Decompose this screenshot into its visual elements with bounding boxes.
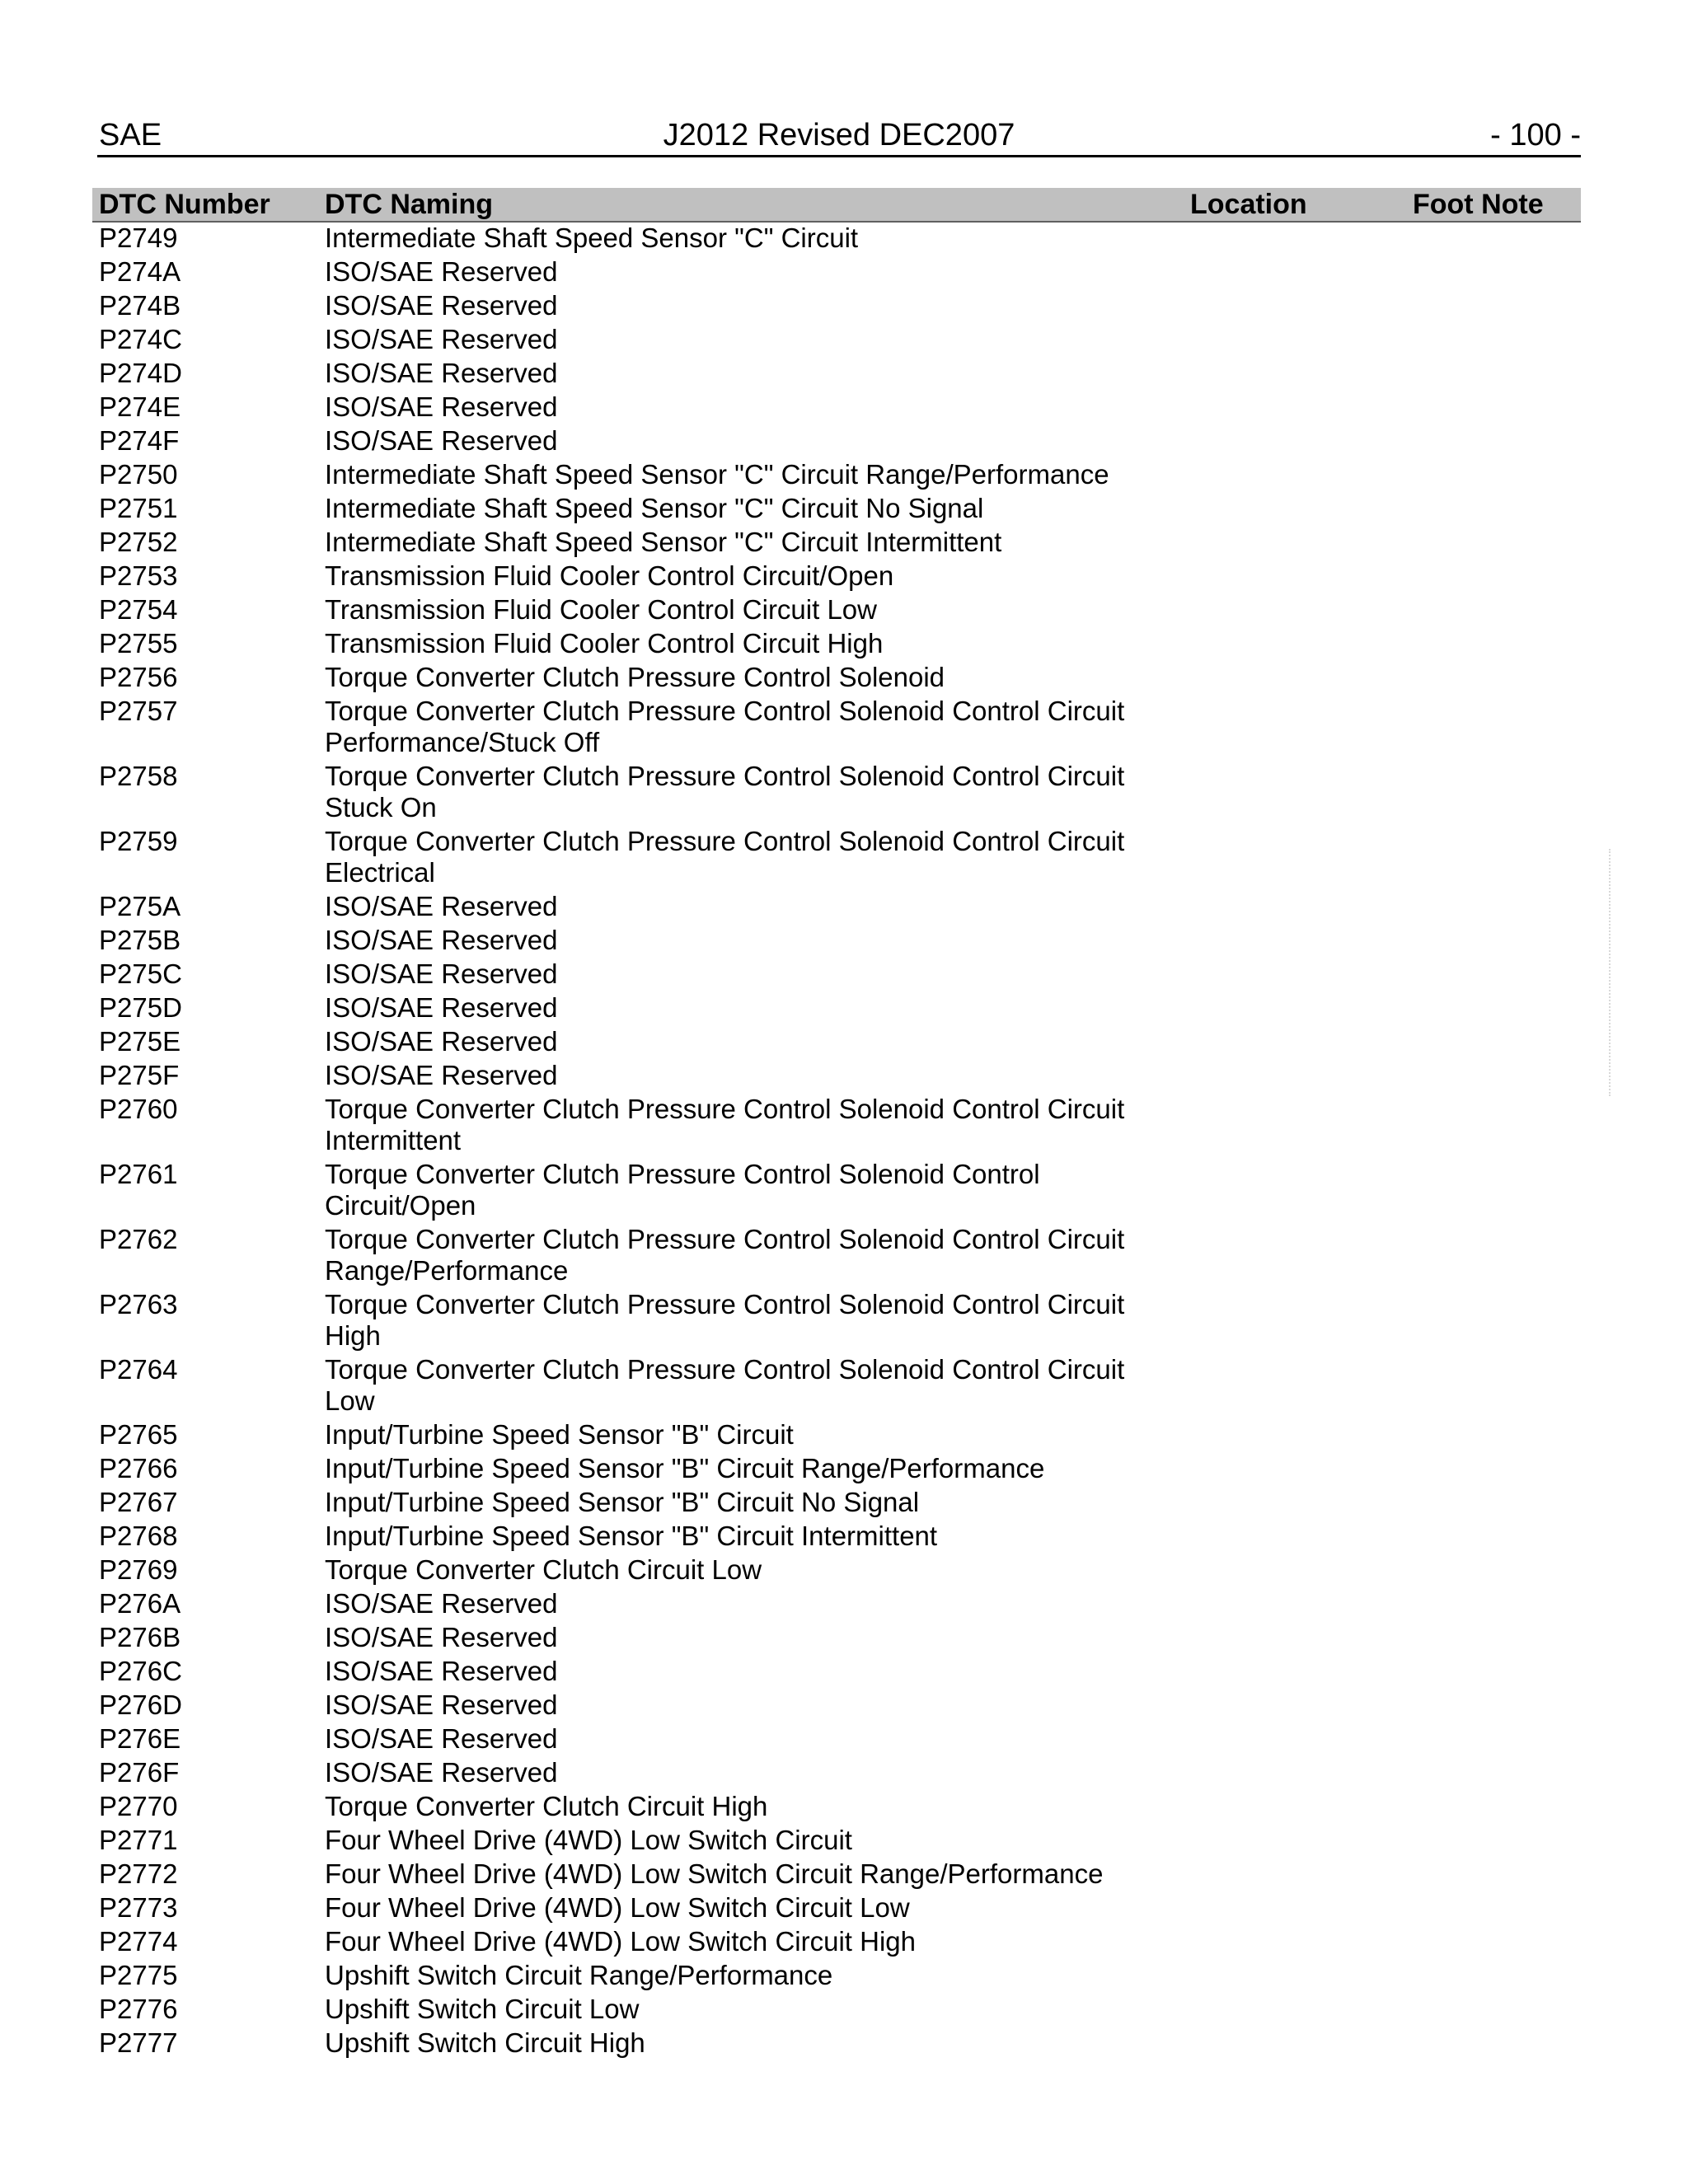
table-row bbox=[92, 1656, 1581, 1690]
table-row bbox=[92, 560, 1581, 594]
dtc-number-cell: P276B bbox=[99, 1622, 181, 1652]
foot-note-cell bbox=[1413, 1825, 1581, 1858]
dtc-number-cell: P275A bbox=[99, 891, 181, 921]
table-row bbox=[92, 290, 1581, 324]
dtc-number-cell: P2774 bbox=[99, 1926, 178, 1957]
dtc-naming-cell: ISO/SAE Reserved bbox=[325, 891, 558, 921]
dtc-number-cell: P2771 bbox=[99, 1825, 178, 1855]
dtc-number-cell: P276A bbox=[99, 1588, 181, 1619]
dtc-number-cell: P274C bbox=[99, 324, 182, 354]
dtc-number-cell: P2767 bbox=[99, 1487, 178, 1517]
dtc-table bbox=[92, 188, 1581, 2061]
table-row bbox=[92, 891, 1581, 925]
dtc-naming-cell: ISO/SAE Reserved bbox=[325, 256, 558, 287]
dtc-number-cell: P2768 bbox=[99, 1521, 178, 1551]
table-row bbox=[92, 527, 1581, 560]
foot-note-cell bbox=[1413, 1521, 1581, 1554]
foot-note-cell bbox=[1413, 1419, 1581, 1453]
foot-note-cell bbox=[1413, 826, 1581, 891]
dtc-number-cell: P2750 bbox=[99, 459, 178, 490]
dtc-number-cell: P275B bbox=[99, 925, 181, 955]
location-cell bbox=[1190, 1094, 1413, 1159]
location-cell bbox=[1190, 527, 1413, 560]
dtc-naming-cell: Intermediate Shaft Speed Sensor "C" Circuit Range/Performance bbox=[325, 459, 1109, 490]
header-document-id: J2012 Revised DEC2007 bbox=[663, 118, 1015, 152]
table-row bbox=[92, 1289, 1581, 1354]
dtc-number-cell: P274A bbox=[99, 256, 181, 287]
table-row bbox=[92, 493, 1581, 527]
location-cell bbox=[1190, 560, 1413, 594]
location-cell bbox=[1190, 256, 1413, 290]
dtc-number-cell: P276F bbox=[99, 1757, 180, 1788]
dtc-number-cell: P2758 bbox=[99, 761, 178, 791]
dtc-table-header bbox=[92, 188, 1581, 222]
dtc-number-cell: P2760 bbox=[99, 1094, 178, 1124]
location-cell bbox=[1190, 1690, 1413, 1723]
table-row bbox=[92, 628, 1581, 662]
dtc-naming-cell: ISO/SAE Reserved bbox=[325, 1690, 558, 1720]
foot-note-cell bbox=[1413, 1994, 1581, 2027]
location-cell bbox=[1190, 696, 1413, 761]
foot-note-cell bbox=[1413, 1723, 1581, 1757]
table-row bbox=[92, 662, 1581, 696]
dtc-naming-cell: ISO/SAE Reserved bbox=[325, 1723, 558, 1754]
foot-note-cell bbox=[1413, 425, 1581, 459]
dtc-number-cell: P2775 bbox=[99, 1960, 178, 1990]
location-cell bbox=[1190, 222, 1413, 256]
dtc-naming-cell: Upshift Switch Circuit Low bbox=[325, 1994, 640, 2024]
table-row bbox=[92, 1159, 1581, 1224]
foot-note-cell bbox=[1413, 1354, 1581, 1419]
table-row bbox=[92, 1690, 1581, 1723]
location-cell bbox=[1190, 761, 1413, 826]
table-row bbox=[92, 992, 1581, 1026]
location-cell bbox=[1190, 1926, 1413, 1960]
foot-note-cell bbox=[1413, 594, 1581, 628]
location-cell bbox=[1190, 594, 1413, 628]
location-cell bbox=[1190, 662, 1413, 696]
scan-edge-mark bbox=[1609, 849, 1612, 1096]
location-cell bbox=[1190, 1159, 1413, 1224]
table-row bbox=[92, 1892, 1581, 1926]
location-cell bbox=[1190, 1791, 1413, 1825]
foot-note-cell bbox=[1413, 1060, 1581, 1094]
dtc-naming-cell: ISO/SAE Reserved bbox=[325, 324, 558, 354]
dtc-number-cell: P2761 bbox=[99, 1159, 178, 1189]
dtc-number-cell: P274B bbox=[99, 290, 181, 321]
dtc-number-cell: P2753 bbox=[99, 560, 178, 591]
dtc-number-cell: P2752 bbox=[99, 527, 178, 557]
dtc-naming-cell: ISO/SAE Reserved bbox=[325, 958, 558, 989]
dtc-naming-cell: ISO/SAE Reserved bbox=[325, 358, 558, 388]
foot-note-cell bbox=[1413, 560, 1581, 594]
dtc-number-cell: P2763 bbox=[99, 1289, 178, 1319]
location-cell bbox=[1190, 1224, 1413, 1289]
table-row bbox=[92, 1521, 1581, 1554]
dtc-naming-cell: Four Wheel Drive (4WD) Low Switch Circuit Range/Performance bbox=[325, 1858, 1104, 1889]
foot-note-cell bbox=[1413, 1892, 1581, 1926]
page-header bbox=[97, 115, 1581, 157]
dtc-number-cell: P2766 bbox=[99, 1453, 178, 1483]
dtc-number-cell: P2764 bbox=[99, 1354, 178, 1385]
foot-note-cell bbox=[1413, 493, 1581, 527]
dtc-number-cell: P275D bbox=[99, 992, 182, 1023]
dtc-number-cell: P2749 bbox=[99, 223, 178, 253]
location-cell bbox=[1190, 826, 1413, 891]
dtc-naming-cell: Intermediate Shaft Speed Sensor "C" Circuit Intermittent bbox=[325, 527, 1002, 557]
table-row bbox=[92, 1825, 1581, 1858]
dtc-number-cell: P274E bbox=[99, 391, 181, 422]
location-cell bbox=[1190, 290, 1413, 324]
table-row bbox=[92, 358, 1581, 391]
foot-note-cell bbox=[1413, 324, 1581, 358]
foot-note-cell bbox=[1413, 1960, 1581, 1994]
dtc-number-cell: P2751 bbox=[99, 493, 178, 523]
dtc-naming-cell: Torque Converter Clutch Pressure Control Solenoid Control Circuit/Open bbox=[325, 1159, 1040, 1221]
table-row bbox=[92, 1354, 1581, 1419]
foot-note-cell bbox=[1413, 992, 1581, 1026]
dtc-naming-cell: Torque Converter Clutch Pressure Control Solenoid Control Circuit Range/Performance bbox=[325, 1224, 1125, 1286]
dtc-naming-cell: Torque Converter Clutch Pressure Control Solenoid Control Circuit Performance/Stuck Off bbox=[325, 696, 1125, 757]
dtc-naming-cell: ISO/SAE Reserved bbox=[325, 1757, 558, 1788]
dtc-number-cell: P276D bbox=[99, 1690, 182, 1720]
dtc-number-cell: P2769 bbox=[99, 1554, 178, 1585]
dtc-number-cell: P275F bbox=[99, 1060, 180, 1090]
table-row bbox=[92, 256, 1581, 290]
dtc-naming-cell: Torque Converter Clutch Circuit High bbox=[325, 1791, 768, 1821]
column-header-dtc-number: DTC Number bbox=[92, 188, 325, 222]
foot-note-cell bbox=[1413, 256, 1581, 290]
dtc-naming-cell: Torque Converter Clutch Pressure Control Solenoid Control Circuit Low bbox=[325, 1354, 1125, 1416]
foot-note-cell bbox=[1413, 1588, 1581, 1622]
table-row bbox=[92, 696, 1581, 761]
dtc-naming-cell: Input/Turbine Speed Sensor "B" Circuit No Signal bbox=[325, 1487, 920, 1517]
header-org: SAE bbox=[99, 118, 162, 152]
table-row bbox=[92, 1622, 1581, 1656]
dtc-number-cell: P2762 bbox=[99, 1224, 178, 1254]
dtc-naming-cell: ISO/SAE Reserved bbox=[325, 925, 558, 955]
dtc-naming-cell: Upshift Switch Circuit Range/Performance bbox=[325, 1960, 833, 1990]
foot-note-cell bbox=[1413, 1453, 1581, 1487]
foot-note-cell bbox=[1413, 958, 1581, 992]
foot-note-cell bbox=[1413, 761, 1581, 826]
table-row bbox=[92, 1453, 1581, 1487]
location-cell bbox=[1190, 493, 1413, 527]
column-header-dtc-naming: DTC Naming bbox=[325, 188, 1190, 222]
dtc-naming-cell: ISO/SAE Reserved bbox=[325, 1588, 558, 1619]
table-row bbox=[92, 2027, 1581, 2061]
dtc-naming-cell: Transmission Fluid Cooler Control Circuit Low bbox=[325, 594, 877, 625]
foot-note-cell bbox=[1413, 358, 1581, 391]
location-cell bbox=[1190, 1588, 1413, 1622]
dtc-naming-cell: ISO/SAE Reserved bbox=[325, 1060, 558, 1090]
location-cell bbox=[1190, 1622, 1413, 1656]
foot-note-cell bbox=[1413, 1159, 1581, 1224]
dtc-naming-cell: Upshift Switch Circuit High bbox=[325, 2027, 645, 2058]
dtc-number-cell: P275E bbox=[99, 1026, 181, 1057]
foot-note-cell bbox=[1413, 527, 1581, 560]
dtc-naming-cell: Torque Converter Clutch Circuit Low bbox=[325, 1554, 762, 1585]
location-cell bbox=[1190, 459, 1413, 493]
foot-note-cell bbox=[1413, 628, 1581, 662]
dtc-naming-cell: ISO/SAE Reserved bbox=[325, 1622, 558, 1652]
location-cell bbox=[1190, 1487, 1413, 1521]
dtc-number-cell: P2754 bbox=[99, 594, 178, 625]
location-cell bbox=[1190, 1825, 1413, 1858]
dtc-naming-cell: Intermediate Shaft Speed Sensor "C" Circuit bbox=[325, 223, 859, 253]
dtc-naming-cell: Input/Turbine Speed Sensor "B" Circuit Intermittent bbox=[325, 1521, 938, 1551]
dtc-naming-cell: ISO/SAE Reserved bbox=[325, 992, 558, 1023]
table-row bbox=[92, 1419, 1581, 1453]
table-row bbox=[92, 391, 1581, 425]
foot-note-cell bbox=[1413, 1094, 1581, 1159]
table-row bbox=[92, 925, 1581, 958]
header-page-number: - 100 - bbox=[1490, 118, 1581, 152]
table-row bbox=[92, 1026, 1581, 1060]
location-cell bbox=[1190, 425, 1413, 459]
dtc-number-cell: P274D bbox=[99, 358, 182, 388]
dtc-naming-cell: Four Wheel Drive (4WD) Low Switch Circuit Low bbox=[325, 1892, 910, 1923]
foot-note-cell bbox=[1413, 290, 1581, 324]
dtc-number-cell: P2776 bbox=[99, 1994, 178, 2024]
table-row bbox=[92, 1487, 1581, 1521]
dtc-naming-cell: Input/Turbine Speed Sensor "B" Circuit Range/Performance bbox=[325, 1453, 1045, 1483]
table-row bbox=[92, 1554, 1581, 1588]
dtc-number-cell: P2773 bbox=[99, 1892, 178, 1923]
location-cell bbox=[1190, 1892, 1413, 1926]
dtc-naming-cell: Input/Turbine Speed Sensor "B" Circuit bbox=[325, 1419, 794, 1450]
foot-note-cell bbox=[1413, 1026, 1581, 1060]
column-header-foot-note: Foot Note bbox=[1413, 188, 1581, 222]
table-row bbox=[92, 222, 1581, 256]
dtc-number-cell: P2765 bbox=[99, 1419, 178, 1450]
table-row bbox=[92, 1791, 1581, 1825]
foot-note-cell bbox=[1413, 222, 1581, 256]
foot-note-cell bbox=[1413, 662, 1581, 696]
table-row bbox=[92, 324, 1581, 358]
dtc-naming-cell: ISO/SAE Reserved bbox=[325, 1026, 558, 1057]
location-cell bbox=[1190, 1026, 1413, 1060]
foot-note-cell bbox=[1413, 891, 1581, 925]
dtc-naming-cell: ISO/SAE Reserved bbox=[325, 391, 558, 422]
location-cell bbox=[1190, 1453, 1413, 1487]
table-row bbox=[92, 1224, 1581, 1289]
location-cell bbox=[1190, 958, 1413, 992]
location-cell bbox=[1190, 324, 1413, 358]
dtc-number-cell: P2770 bbox=[99, 1791, 178, 1821]
location-cell bbox=[1190, 891, 1413, 925]
location-cell bbox=[1190, 1289, 1413, 1354]
table-row bbox=[92, 1060, 1581, 1094]
dtc-number-cell: P274F bbox=[99, 425, 180, 456]
location-cell bbox=[1190, 1723, 1413, 1757]
foot-note-cell bbox=[1413, 1289, 1581, 1354]
dtc-number-cell: P2757 bbox=[99, 696, 178, 726]
dtc-naming-cell: Intermediate Shaft Speed Sensor "C" Circuit No Signal bbox=[325, 493, 984, 523]
foot-note-cell bbox=[1413, 1554, 1581, 1588]
dtc-naming-cell: Transmission Fluid Cooler Control Circuit High bbox=[325, 628, 884, 658]
dtc-naming-cell: Four Wheel Drive (4WD) Low Switch Circuit bbox=[325, 1825, 852, 1855]
foot-note-cell bbox=[1413, 1487, 1581, 1521]
location-cell bbox=[1190, 1521, 1413, 1554]
foot-note-cell bbox=[1413, 1224, 1581, 1289]
foot-note-cell bbox=[1413, 1690, 1581, 1723]
dtc-table-body bbox=[92, 222, 1581, 2061]
location-cell bbox=[1190, 992, 1413, 1026]
table-row bbox=[92, 1994, 1581, 2027]
column-header-location: Location bbox=[1190, 188, 1413, 222]
dtc-naming-cell: Four Wheel Drive (4WD) Low Switch Circuit High bbox=[325, 1926, 916, 1957]
foot-note-cell bbox=[1413, 1926, 1581, 1960]
table-row bbox=[92, 1588, 1581, 1622]
location-cell bbox=[1190, 358, 1413, 391]
location-cell bbox=[1190, 1554, 1413, 1588]
foot-note-cell bbox=[1413, 459, 1581, 493]
foot-note-cell bbox=[1413, 2027, 1581, 2061]
foot-note-cell bbox=[1413, 925, 1581, 958]
dtc-number-cell: P2759 bbox=[99, 826, 178, 856]
table-row bbox=[92, 1723, 1581, 1757]
location-cell bbox=[1190, 1354, 1413, 1419]
dtc-number-cell: P2755 bbox=[99, 628, 178, 658]
table-row bbox=[92, 761, 1581, 826]
location-cell bbox=[1190, 1858, 1413, 1892]
table-row bbox=[92, 425, 1581, 459]
foot-note-cell bbox=[1413, 696, 1581, 761]
table-row bbox=[92, 1960, 1581, 1994]
table-row bbox=[92, 459, 1581, 493]
table-row bbox=[92, 958, 1581, 992]
table-row bbox=[92, 1094, 1581, 1159]
location-cell bbox=[1190, 1419, 1413, 1453]
foot-note-cell bbox=[1413, 391, 1581, 425]
foot-note-cell bbox=[1413, 1622, 1581, 1656]
dtc-naming-cell: Torque Converter Clutch Pressure Control Solenoid Control Circuit Stuck On bbox=[325, 761, 1125, 823]
location-cell bbox=[1190, 2027, 1413, 2061]
dtc-naming-cell: Torque Converter Clutch Pressure Control Solenoid bbox=[325, 662, 945, 692]
location-cell bbox=[1190, 1656, 1413, 1690]
location-cell bbox=[1190, 1060, 1413, 1094]
table-header-row bbox=[92, 188, 1581, 222]
table-row bbox=[92, 594, 1581, 628]
location-cell bbox=[1190, 1960, 1413, 1994]
foot-note-cell bbox=[1413, 1757, 1581, 1791]
dtc-naming-cell: Torque Converter Clutch Pressure Control Solenoid Control Circuit High bbox=[325, 1289, 1125, 1351]
location-cell bbox=[1190, 1994, 1413, 2027]
table-row bbox=[92, 826, 1581, 891]
dtc-naming-cell: ISO/SAE Reserved bbox=[325, 290, 558, 321]
foot-note-cell bbox=[1413, 1656, 1581, 1690]
location-cell bbox=[1190, 628, 1413, 662]
location-cell bbox=[1190, 925, 1413, 958]
table-row bbox=[92, 1757, 1581, 1791]
location-cell bbox=[1190, 1757, 1413, 1791]
dtc-naming-cell: Torque Converter Clutch Pressure Control Solenoid Control Circuit Electrical bbox=[325, 826, 1125, 888]
dtc-number-cell: P276C bbox=[99, 1656, 182, 1686]
dtc-number-cell: P275C bbox=[99, 958, 182, 989]
dtc-naming-cell: Transmission Fluid Cooler Control Circuit/Open bbox=[325, 560, 894, 591]
foot-note-cell bbox=[1413, 1791, 1581, 1825]
dtc-number-cell: P276E bbox=[99, 1723, 181, 1754]
dtc-naming-cell: ISO/SAE Reserved bbox=[325, 1656, 558, 1686]
dtc-number-cell: P2772 bbox=[99, 1858, 178, 1889]
location-cell bbox=[1190, 391, 1413, 425]
dtc-number-cell: P2777 bbox=[99, 2027, 178, 2058]
table-row bbox=[92, 1858, 1581, 1892]
dtc-number-cell: P2756 bbox=[99, 662, 178, 692]
foot-note-cell bbox=[1413, 1858, 1581, 1892]
dtc-naming-cell: Torque Converter Clutch Pressure Control Solenoid Control Circuit Intermittent bbox=[325, 1094, 1125, 1155]
dtc-naming-cell: ISO/SAE Reserved bbox=[325, 425, 558, 456]
table-row bbox=[92, 1926, 1581, 1960]
